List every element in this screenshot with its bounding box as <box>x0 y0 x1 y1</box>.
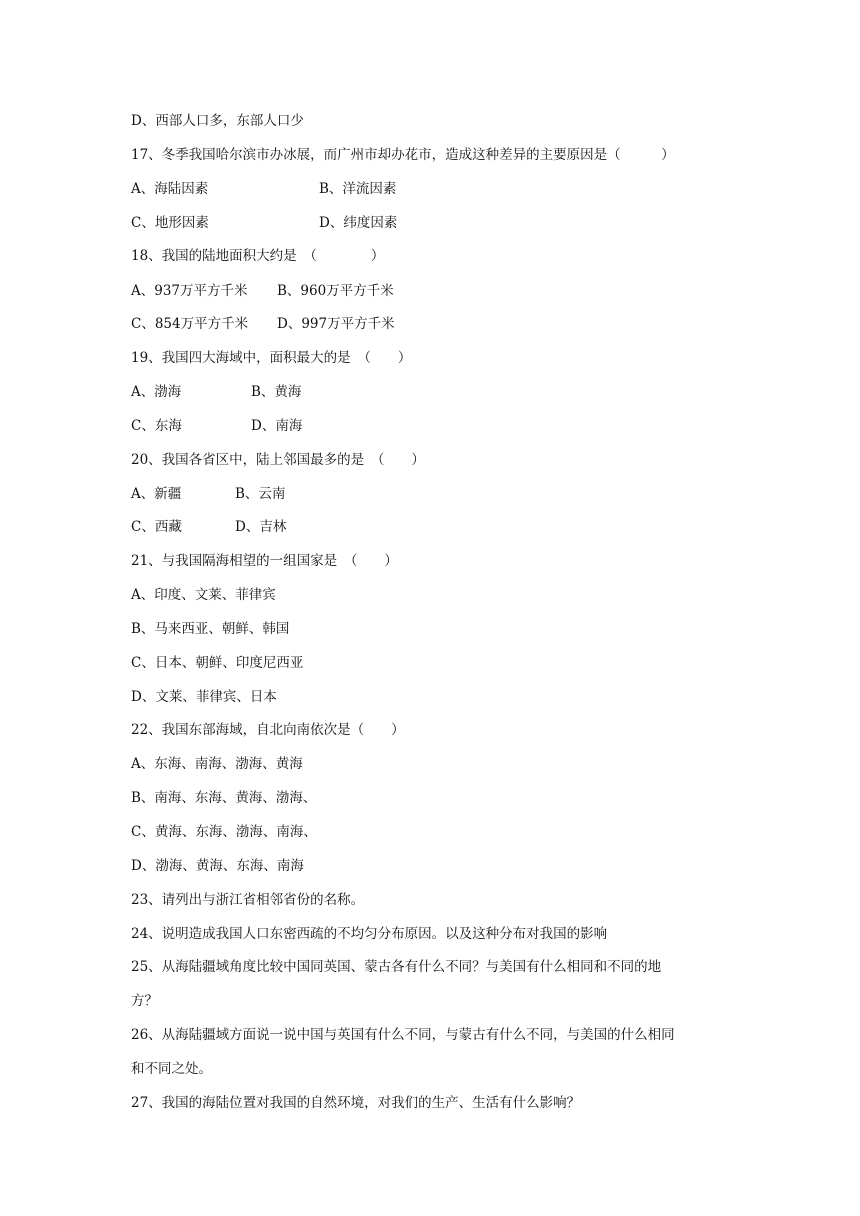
question-22: 22、我国东部海域，自北向南依次是（ ） <box>131 722 405 738</box>
q20-option-c: C、西藏 <box>131 519 182 535</box>
q20-options-row-1 <box>131 484 285 504</box>
q22-option-d: D、渤海、黄海、东海、南海 <box>131 858 304 874</box>
q17-option-a: A、海陆因素 <box>131 181 209 197</box>
q20-option-a: A、新疆 <box>131 486 182 502</box>
q18-option-a: A、937万平方千米 <box>131 283 248 299</box>
q19-option-d: D、南海 <box>251 418 303 434</box>
q18-options-row-2 <box>131 314 395 334</box>
q17-option-b: B、洋流因素 <box>319 181 397 197</box>
question-19: 19、我国四大海域中，面积最大的是 （ ） <box>131 350 412 366</box>
q19-option-b: B、黄海 <box>251 384 302 400</box>
q22-option-c: C、黄海、东海、渤海、南海、 <box>131 824 317 840</box>
q19-options-row-1 <box>131 382 301 402</box>
q20-option-d: D、吉林 <box>235 519 287 535</box>
question-25-line-1: 25、从海陆疆域角度比较中国同英国、蒙古各有什么不同？与美国有什么相同和不同的地 <box>131 959 662 975</box>
q17-options-row-2 <box>131 213 397 233</box>
q16-option-d: D、西部人口多，东部人口少 <box>131 113 304 129</box>
q21-option-c: C、日本、朝鲜、印度尼西亚 <box>131 655 304 671</box>
question-18: 18、我国的陆地面积大约是 （ ） <box>131 248 385 264</box>
question-24: 24、说明造成我国人口东密西疏的不均匀分布原因。以及这种分布对我国的影响 <box>131 926 608 942</box>
q22-option-b: B、南海、东海、黄海、渤海、 <box>131 790 317 806</box>
question-26-line-2: 和不同之处。 <box>131 1061 212 1077</box>
question-20: 20、我国各省区中，陆上邻国最多的是 （ ） <box>131 452 425 468</box>
question-26-line-1: 26、从海陆疆域方面说一说中国与英国有什么不同，与蒙古有什么不同，与美国的什么相同 <box>131 1027 675 1043</box>
q22-option-a: A、东海、南海、渤海、黄海 <box>131 756 303 772</box>
q21-option-a: A、印度、文莱、菲律宾 <box>131 587 276 603</box>
question-27: 27、我国的海陆位置对我国的自然环境，对我们的生产、生活有什么影响？ <box>131 1095 581 1111</box>
q19-option-c: C、东海 <box>131 418 182 434</box>
question-17: 17、冬季我国哈尔滨市办冰展，而广州市却办花市，造成这种差异的主要原因是（ ） <box>131 147 675 163</box>
q19-options-row-2 <box>131 416 302 436</box>
q21-option-d: D、文莱、菲律宾、日本 <box>131 689 277 705</box>
q21-option-b: B、马来西亚、朝鲜、韩国 <box>131 621 290 637</box>
q18-option-d: D、997万平方千米 <box>277 316 395 332</box>
q18-options-row-1 <box>131 281 394 301</box>
question-21: 21、与我国隔海相望的一组国家是 （ ） <box>131 553 398 569</box>
q17-option-c: C、地形因素 <box>131 215 209 231</box>
q17-options-row-1 <box>131 179 396 199</box>
q20-options-row-2 <box>131 517 286 537</box>
question-25-line-2: 方？ <box>131 993 158 1009</box>
q17-option-d: D、纬度因素 <box>319 215 398 231</box>
question-23: 23、请列出与浙江省相邻省份的名称。 <box>131 892 365 908</box>
q18-option-b: B、960万平方千米 <box>277 283 394 299</box>
q19-option-a: A、渤海 <box>131 384 182 400</box>
q20-option-b: B、云南 <box>235 486 286 502</box>
q18-option-c: C、854万平方千米 <box>131 316 249 332</box>
